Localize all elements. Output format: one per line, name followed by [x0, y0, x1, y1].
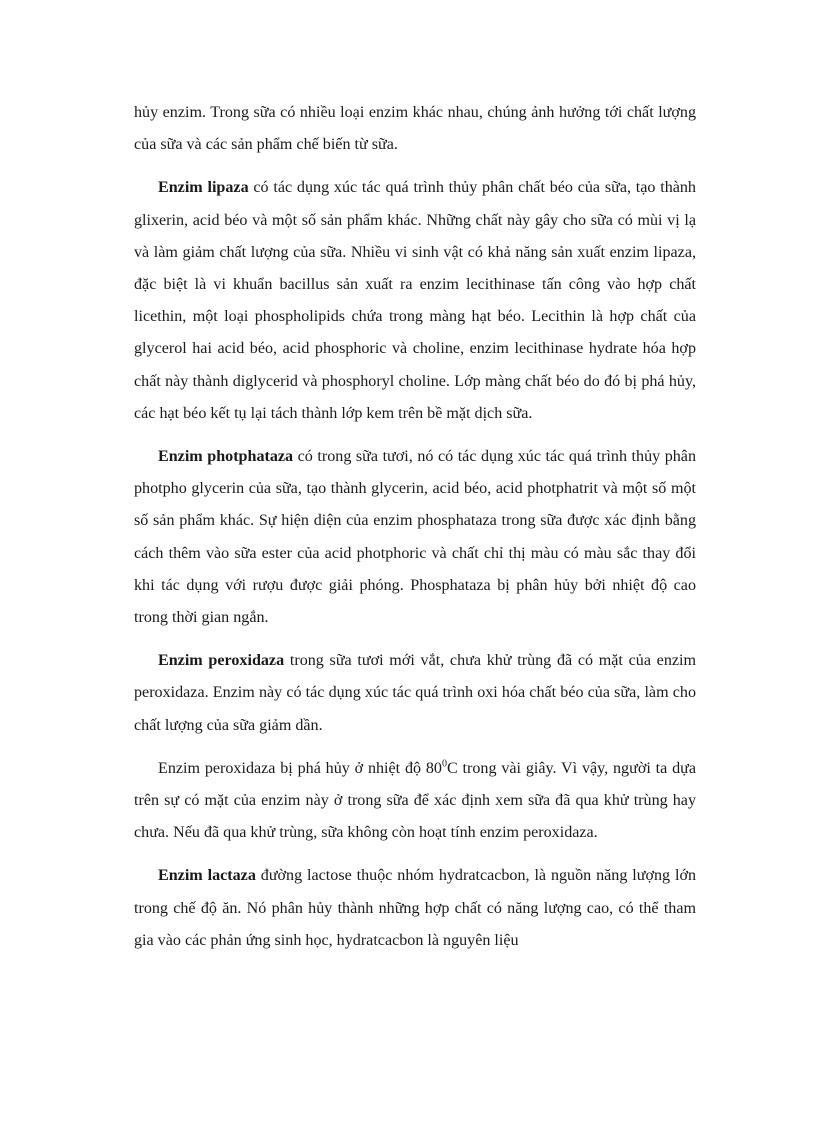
term-peroxidaza: Enzim peroxidaza	[158, 652, 285, 670]
term-photphataza: Enzim photphataza	[158, 448, 294, 466]
paragraph-text: C trong vài giây. Vì vậy, người ta dựa trên sự có mặt của enzim này ở trong sữa để xác định xem sữa đã qua khử trùng hay chưa. Nếu đã qua khử trùng, sữa không còn hoạt tính enzim peroxidaza.	[134, 759, 696, 842]
paragraph-lipaza	[134, 172, 696, 430]
term-lipaza: Enzim lipaza	[158, 179, 249, 197]
document-page	[134, 97, 696, 968]
degree-superscript: 0	[441, 758, 447, 770]
paragraph-text: đường lactose thuộc nhóm hydratcacbon, là nguồn năng lượng lớn trong chế độ ăn. Nó phân hủy thành những hợp chất có năng lượng cao, có thể tham gia vào các phản ứng sinh học, hydratcacbon là nguyên liệu	[134, 867, 696, 949]
paragraph-peroxidaza	[134, 645, 696, 742]
term-lactaza: Enzim lactaza	[158, 867, 256, 885]
paragraph-text: Enzim peroxidaza bị phá hủy ở nhiệt độ 80	[158, 759, 442, 777]
paragraph-lactaza	[134, 860, 696, 957]
paragraph-photphataza	[134, 441, 696, 634]
paragraph-peroxidaza-temperature	[134, 753, 696, 850]
paragraph-text: có trong sữa tươi, nó có tác dụng xúc tác quá trình thủy phân photpho glycerin của sữa, tạo thành glycerin, acid béo, acid photphatrit và một số một số sản phẩm khác. Sự hiện diện của enzim phosphataza trong sữa được xác định bằng cách thêm vào sữa ester của acid photphoric và chất chỉ thị màu có màu sắc thay đổi khi tác dụng với rượu được giải phóng. Phosphataza bị phân hủy bởi nhiệt độ cao trong thời gian ngắn.	[134, 448, 696, 627]
paragraph-text: có tác dụng xúc tác quá trình thủy phân chất béo của sữa, tạo thành glixerin, acid béo và một số sản phẩm khác. Những chất này gây cho sữa có mùi vị lạ và làm giảm chất lượng của sữa. Nhiều vi sinh vật có khả năng sản xuất enzim lipaza, đặc biệt là vi khuẩn bacillus sản xuất ra enzim lecithinase tấn công vào hợp chất licethin, một loại phospholipids chứa trong màng hạt béo. Lecithin là hợp chất của glycerol hai acid béo, acid phosphoric và choline, enzim lecithinase hydrate hóa hợp chất này thành diglycerid và phosphoryl choline. Lớp màng chất béo do đó bị phá hủy, các hạt béo kết tụ lại tách thành lớp kem trên bề mặt dịch sữa.	[134, 179, 696, 422]
paragraph-text: trong sữa tươi mới vắt, chưa khử trùng đã có mặt của enzim peroxidaza. Enzim này có tác dụng xúc tác quá trình oxi hóa chất béo của sữa, làm cho chất lượng của sữa giảm dần.	[134, 652, 697, 734]
paragraph-text: hủy enzim. Trong sữa có nhiều loại enzim khác nhau, chúng ảnh hưởng tới chất lượng của sữa và các sản phẩm chế biến từ sữa.	[134, 104, 696, 154]
paragraph-intro	[134, 97, 696, 161]
